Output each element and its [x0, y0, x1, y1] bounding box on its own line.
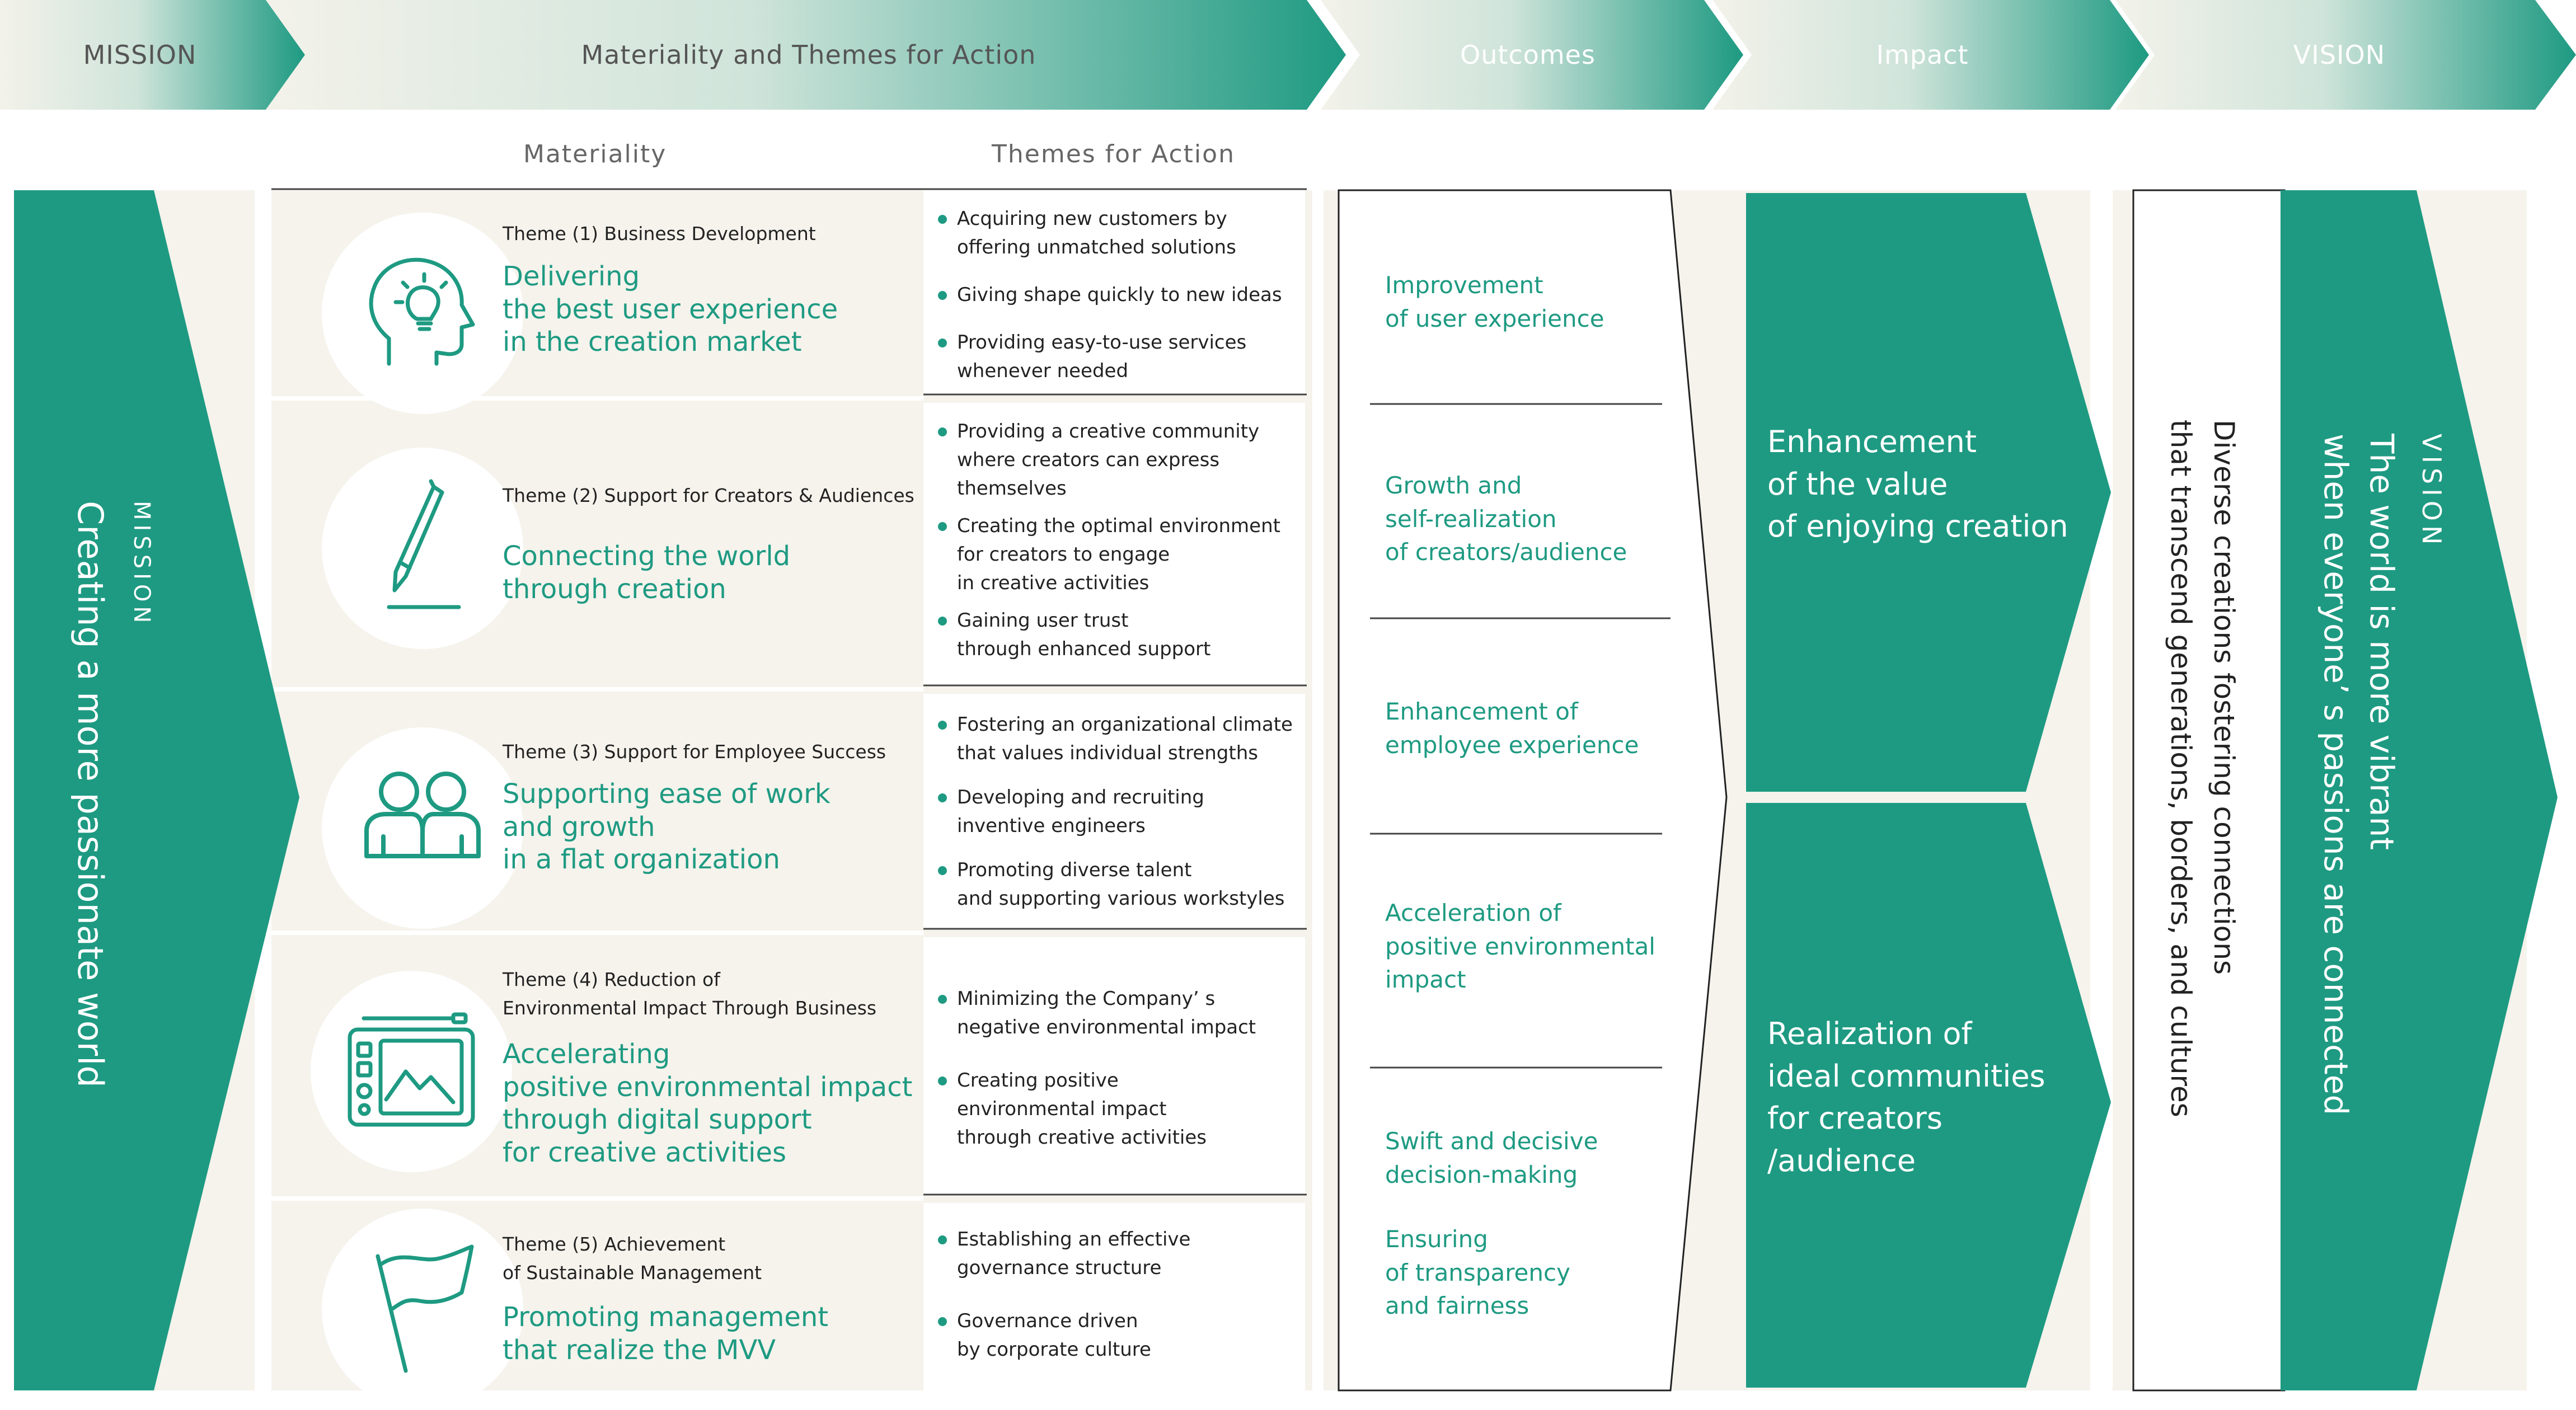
list-item: Creating positive environmental impact through creative activities	[936, 1066, 1256, 1152]
flag-icon	[322, 1209, 523, 1410]
theme-3-label: Theme (3) Support for Employee Success	[503, 741, 886, 763]
mission-label: MISSION	[129, 501, 154, 628]
list-item: Creating the optimal environment for creators to engage in creative activities	[936, 512, 1280, 598]
theme-4-actions	[936, 985, 1256, 1152]
outcome-3: Enhancement of employee experience	[1385, 698, 1639, 759]
theme-4-icon-circle	[311, 971, 512, 1172]
vision-label: VISION	[2417, 434, 2447, 549]
header-mission: MISSION	[83, 40, 197, 70]
list-item: Giving shape quickly to new ideas	[936, 281, 1282, 309]
theme-5-title: Promoting management that realize the MVV	[503, 1301, 829, 1366]
outcome-2: Growth and self-realization of creators/audience	[1385, 472, 1627, 566]
list-item: Fostering an organizational climate that values individual strengths	[936, 711, 1293, 768]
head-lightbulb-icon	[322, 213, 523, 414]
subheader-themes-for-action: Themes for Action	[992, 140, 1235, 168]
impact-2: Realization of ideal communities for creators /audience	[1767, 1016, 2045, 1178]
list-item: Developing and recruiting inventive engineers	[936, 783, 1293, 840]
header-vision: VISION	[2293, 40, 2386, 70]
outcomes-arrow	[1339, 190, 1726, 1390]
list-item: Minimizing the Company’ s negative environmental impact	[936, 985, 1256, 1042]
theme-1-label: Theme (1) Business Development	[503, 223, 816, 245]
theme-3-actions	[936, 711, 1293, 913]
outcome-6: Ensuring of transparency and fairness	[1385, 1225, 1570, 1320]
pen-icon	[322, 448, 523, 649]
theme-5-actions	[936, 1225, 1190, 1364]
theme-3-icon-circle	[322, 727, 523, 929]
mission-chevron	[14, 190, 299, 1390]
outcome-1: Improvement of user experience	[1385, 271, 1604, 332]
list-item: Establishing an effective governance structure	[936, 1225, 1190, 1282]
pen-tablet-icon	[311, 971, 512, 1172]
theme-2-title: Connecting the world through creation	[503, 540, 791, 605]
header-outcomes: Outcomes	[1460, 40, 1596, 70]
two-people-icon	[322, 727, 523, 929]
theme-5-icon-circle	[322, 1209, 523, 1410]
theme-1-icon-circle	[322, 213, 523, 414]
vision-diverse-line-2: that transcend generations, borders, and cultures	[2165, 420, 2197, 1117]
theme-4-label: Theme (4) Reduction of Environmental Impact Through Business	[503, 969, 877, 1019]
theme-2-actions	[936, 417, 1280, 664]
theme-1-title: Delivering the best user experience in the creation market	[503, 261, 838, 358]
list-item: Acquiring new customers by offering unmatched solutions	[936, 205, 1282, 262]
subheader-materiality: Materiality	[523, 140, 667, 168]
theme-2-label: Theme (2) Support for Creators & Audiences	[503, 485, 914, 506]
list-item: Providing easy-to-use services whenever needed	[936, 328, 1282, 386]
outcome-4: Acceleration of positive environmental impact	[1385, 899, 1655, 994]
vision-line-2: when everyone’ s passions are connected	[2317, 434, 2355, 1116]
theme-4-title: Accelerating positive environmental impact through digital support for creative activities	[503, 1038, 913, 1168]
theme-3-title: Supporting ease of work and growth in a flat organization	[503, 778, 830, 876]
list-item: Providing a creative community where creators can express themselves	[936, 417, 1280, 503]
list-item: Gaining user trust through enhanced support	[936, 607, 1280, 664]
header-materiality-themes: Materiality and Themes for Action	[581, 40, 1036, 70]
vision-line-1: The world is more vibrant	[2363, 434, 2401, 850]
header-impact: Impact	[1876, 40, 1969, 70]
theme-5-label: Theme (5) Achievement of Sustainable Management	[503, 1233, 762, 1284]
theme-2-icon-circle	[322, 448, 523, 649]
mission-statement: Creating a more passionate world	[70, 501, 111, 1088]
list-item: Governance driven by corporate culture	[936, 1307, 1190, 1364]
vision-diverse-line-1: Diverse creations fostering connections	[2208, 420, 2240, 975]
impact-1: Enhancement of the value of enjoying creation	[1767, 424, 2068, 544]
list-item: Promoting diverse talent and supporting various workstyles	[936, 856, 1293, 913]
outcome-5: Swift and decisive decision-making	[1385, 1127, 1598, 1188]
theme-1-actions	[936, 205, 1282, 386]
